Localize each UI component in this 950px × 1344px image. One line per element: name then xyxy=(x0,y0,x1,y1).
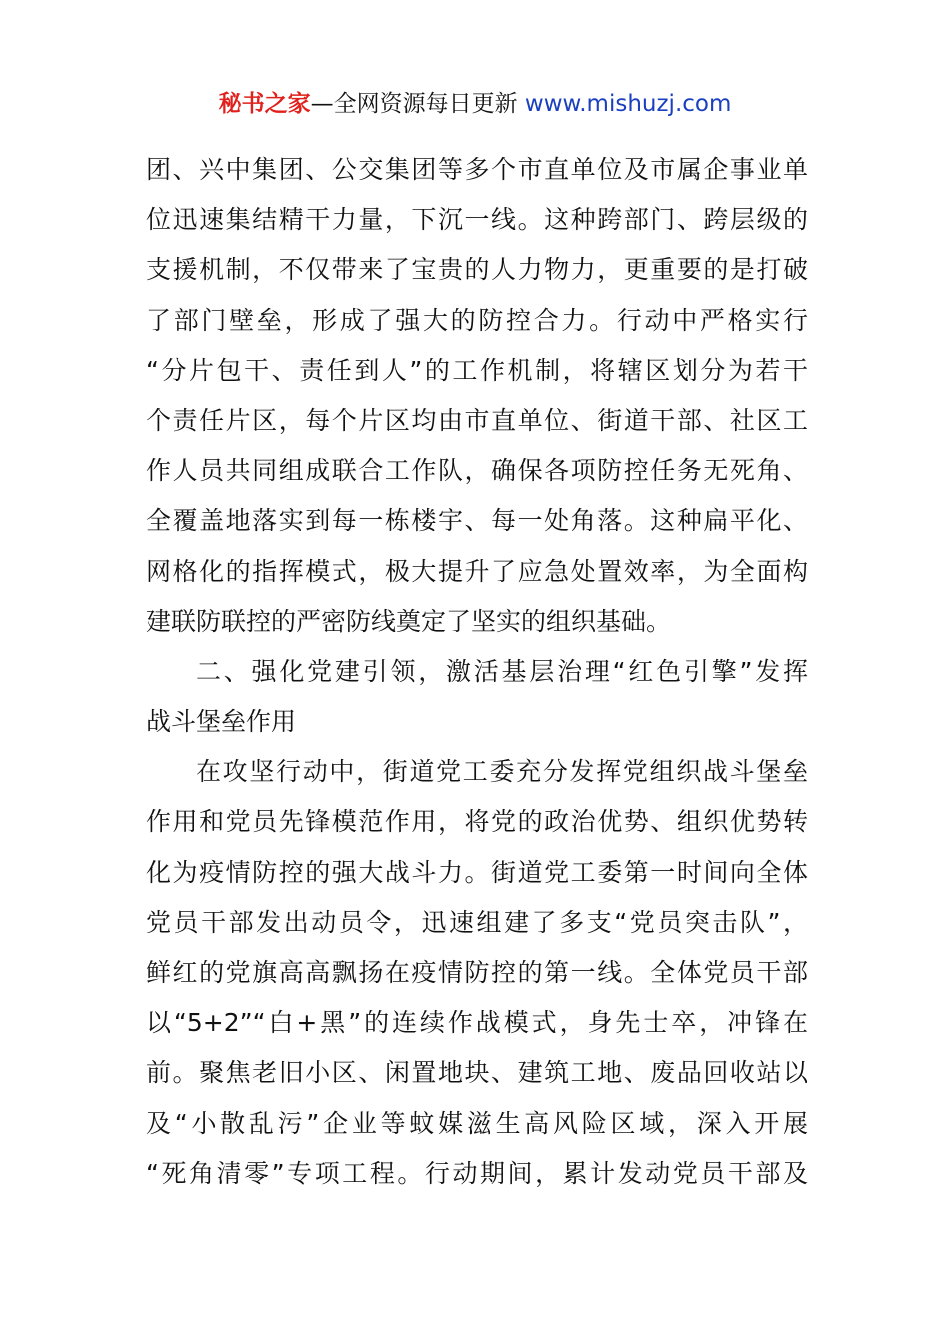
body-line: 前。聚焦老旧小区、闲置地块、建筑工地、废品回收站以 xyxy=(146,1058,808,1088)
body-line: 全覆盖地落实到每一栋楼宇、每一处角落。这种扁平化、 xyxy=(146,506,808,536)
header-brand: 秘书之家 xyxy=(218,91,311,117)
body-line: 以“5+2”“白+黑”的连续作战模式，身先士卒，冲锋在 xyxy=(146,1008,808,1038)
body-line: 支援机制，不仅带来了宝贵的人力物力，更重要的是打破 xyxy=(146,255,808,285)
section-heading-line: 二、强化党建引领，激活基层治理“红色引擎”发挥 xyxy=(196,656,808,686)
page-header xyxy=(0,86,950,122)
body-line: 位迅速集结精干力量，下沉一线。这种跨部门、跨层级的 xyxy=(146,205,808,235)
body-line: 作用和党员先锋模范作用，将党的政治优势、组织优势转 xyxy=(146,807,808,837)
body-line: 个责任片区，每个片区均由市直单位、街道干部、社区工 xyxy=(146,405,808,435)
header-tagline: —全网资源每日更新 xyxy=(310,91,525,117)
body-line: “死角清零”专项工程。行动期间，累计发动党员干部及 xyxy=(146,1158,808,1188)
body-line: 团、兴中集团、公交集团等多个市直单位及市属企事业单 xyxy=(146,155,808,184)
paragraph-start-line: 在攻坚行动中，街道党工委充分发挥党组织战斗堡垒 xyxy=(196,757,808,787)
header-url-link[interactable]: www.mishuzj.com xyxy=(524,91,732,117)
body-line: 及“小散乱污”企业等蚊媒滋生高风险区域，深入开展 xyxy=(146,1108,808,1138)
body-line: 党员干部发出动员令，迅速组建了多支“党员突击队”， xyxy=(146,907,808,937)
body-line: 作人员共同组成联合工作队，确保各项防控任务无死角、 xyxy=(146,456,808,486)
body-line: 鲜红的党旗高高飘扬在疫情防控的第一线。全体党员干部 xyxy=(146,958,808,987)
body-line: 了部门壁垒，形成了强大的防控合力。行动中严格实行 xyxy=(146,305,808,335)
section-heading-end-line: 战斗堡垒作用 xyxy=(146,707,297,737)
body-line: “分片包干、责任到人”的工作机制，将辖区划分为若干 xyxy=(146,355,808,385)
document-body xyxy=(146,145,808,1199)
body-line: 网格化的指挥模式，极大提升了应急处置效率，为全面构 xyxy=(146,556,808,586)
body-line: 化为疫情防控的强大战斗力。街道党工委第一时间向全体 xyxy=(146,857,808,887)
paragraph-end-line: 建联防联控的严密防线奠定了坚实的组织基础。 xyxy=(146,606,672,636)
